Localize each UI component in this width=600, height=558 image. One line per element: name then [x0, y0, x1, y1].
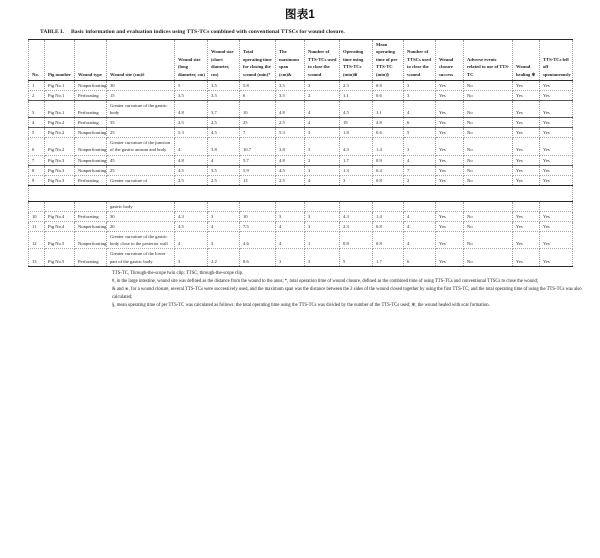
cell-long: 4.5: [175, 165, 208, 175]
cell-n-ttstc: 4: [305, 175, 340, 185]
cell-time-ttstc: 1.1: [340, 90, 373, 100]
table-row: [29, 222, 573, 232]
cell-type: Nonperforating: [75, 222, 107, 232]
cell-pig: Pig No.4: [45, 212, 75, 222]
cell-short: 2.2: [208, 249, 240, 266]
cell-short: 4.5: [208, 128, 240, 138]
cell-n-ttsc: 2: [404, 175, 436, 185]
cell-short: 4: [208, 222, 240, 232]
cell-max-span: 4.8: [276, 155, 305, 165]
cell-n-ttsc: 7: [404, 165, 436, 175]
cell-no: 10: [29, 212, 45, 222]
cell-total-time: 8.6: [240, 249, 276, 266]
cell-mean-time: 0.6: [373, 128, 404, 138]
cell-n-ttstc: 2: [305, 90, 340, 100]
cell-pig: Pig No.1: [45, 90, 75, 100]
cell-no: 4: [29, 118, 45, 128]
cell-healing: Yes: [513, 249, 540, 266]
cell-n-ttstc: 3: [305, 249, 340, 266]
cell-n-ttsc: 5: [404, 128, 436, 138]
cell-max-span: 4: [276, 232, 305, 249]
cell-site: Greater curvature of: [107, 175, 175, 185]
footnote-hash-asterisk: #, in the large intestine, wound site was defined as the distance from the wound to the anus; *, total operation time of wound closure, defined as the combined time of using TTS-TCs and conventional TTSCs to close the wound;: [112, 278, 539, 284]
cell-felloff: Yes: [540, 90, 573, 100]
cell-time-ttstc: 1.3: [340, 165, 373, 175]
col-header-total-operating-time: Total operating time for closing the wound (min)*: [240, 40, 276, 81]
cell-n-ttsc: 4: [404, 155, 436, 165]
col-header-wound-size-long: Wound size (long diameter, cm): [175, 40, 208, 81]
cell-site: Greater curvature of the gastric body: [107, 100, 175, 117]
cell-max-span: 4: [276, 222, 305, 232]
col-header-pig-number: Pig number: [45, 40, 75, 81]
cell-mean-time: 0.4: [373, 165, 404, 175]
footnote-ampersand-note: & and ※, for a wound closure, several TTS-TCs were successively used, and the maximum span was the distance between the 2 sides of the wound closed together by using the first TTS-TC, and the total operating time of using the TTS-TCs was also calculated;: [112, 286, 582, 300]
cell-closure: Yes: [436, 212, 464, 222]
cell-mean-time: 0.9: [373, 155, 404, 165]
cell-felloff: Yes: [540, 165, 573, 175]
table-row: [29, 212, 573, 222]
cell-no: 1: [29, 80, 45, 90]
table-row-continuation: [29, 201, 573, 211]
table-row: [29, 232, 573, 249]
cell-pig: Pig No.2: [45, 128, 75, 138]
cell-closure-cont: [436, 201, 464, 211]
cell-type: Perforating: [75, 118, 107, 128]
cell-closure: Yes: [436, 222, 464, 232]
cell-max-span: 5.3: [276, 128, 305, 138]
cell-no: 11: [29, 222, 45, 232]
page-break-gap: [29, 185, 573, 201]
cell-type: Nonperforating: [75, 138, 107, 155]
cell-n-ttstc: 3: [305, 128, 340, 138]
cell-type: Perforating: [75, 249, 107, 266]
table-row: [29, 80, 573, 90]
cell-felloff: Yes: [540, 222, 573, 232]
table-container: [28, 39, 572, 267]
cell-closure: Yes: [436, 100, 464, 117]
cell-adverse-cont: [464, 201, 513, 211]
cell-time-ttstc: 2.3: [340, 80, 373, 90]
cell-healing: Yes: [513, 90, 540, 100]
cell-healing: Yes: [513, 118, 540, 128]
cell-max-span: 4.8: [276, 100, 305, 117]
col-header-wound-site: Wound site (cm)#: [107, 40, 175, 81]
cell-closure: Yes: [436, 90, 464, 100]
cell-type: Perforating: [75, 212, 107, 222]
col-header-wound-size-short: Wound size (short diameter, cm): [208, 40, 240, 81]
cell-n-ttstc: 4: [305, 118, 340, 128]
cell-closure: Yes: [436, 118, 464, 128]
cell-adverse: No: [464, 100, 513, 117]
cell-adverse: No: [464, 128, 513, 138]
col-header-wound-type: Wound type: [75, 40, 107, 81]
cell-n-ttstc: 1: [305, 232, 340, 249]
cell-felloff: Yes: [540, 118, 573, 128]
cell-long: 3.5: [175, 90, 208, 100]
cell-long: 4.3: [175, 212, 208, 222]
cell-time-ttstc: 3: [340, 175, 373, 185]
cell-short: 3.7: [208, 100, 240, 117]
footnote-abbreviations: TTS-TC, Through-the-scope twin clip; TTSC, through-the-scope clip.: [112, 270, 244, 276]
col-header-maximum-span: The maximum span (cm)&: [276, 40, 305, 81]
cell-long: 4.5: [175, 222, 208, 232]
cell-closure: Yes: [436, 128, 464, 138]
cell-adverse: No: [464, 90, 513, 100]
cell-mean-time: 1.4: [373, 138, 404, 155]
cell-long: 3: [175, 249, 208, 266]
page-break-spacer: [29, 185, 573, 201]
table-row: [29, 165, 573, 175]
table-row: [29, 138, 573, 155]
cell-site: 30: [107, 80, 175, 90]
table-caption: [40, 29, 600, 35]
cell-long: 4.8: [175, 100, 208, 117]
cell-time-ttstc-cont: [340, 201, 373, 211]
cell-max-span: 3: [276, 212, 305, 222]
figure-title: 图表1: [285, 9, 315, 21]
cell-time-ttstc: 4.3: [340, 212, 373, 222]
cell-adverse: No: [464, 165, 513, 175]
cell-site: Greater curvature of the lower part of the gastric body: [107, 249, 175, 266]
header-row: [29, 40, 573, 81]
cell-type: Nonperforating: [75, 80, 107, 90]
cell-pig: Pig No.5: [45, 232, 75, 249]
cell-site: 35: [107, 118, 175, 128]
cell-time-ttstc: 0.8: [340, 232, 373, 249]
cell-mean-time: 0.8: [373, 232, 404, 249]
cell-n-ttsc: 3: [404, 90, 436, 100]
cell-total-time: 13: [240, 175, 276, 185]
cell-closure: Yes: [436, 249, 464, 266]
cell-n-ttsc: 4: [404, 232, 436, 249]
cell-total-time: 4.6: [240, 232, 276, 249]
cell-site: 15: [107, 90, 175, 100]
cell-max-span: 2.5: [276, 118, 305, 128]
cell-total-time: 10: [240, 100, 276, 117]
cell-pig: Pig No.1: [45, 80, 75, 90]
cell-adverse: No: [464, 175, 513, 185]
cell-no: 5: [29, 128, 45, 138]
cell-long: 4.8: [175, 155, 208, 165]
cell-no: 9: [29, 175, 45, 185]
cell-type: Perforating: [75, 100, 107, 117]
cell-pig: Pig No.3: [45, 155, 75, 165]
cell-time-ttstc: 5: [340, 249, 373, 266]
cell-time-ttstc: 1.7: [340, 155, 373, 165]
cell-short: 3: [208, 212, 240, 222]
cell-n-ttsc: 4: [404, 100, 436, 117]
cell-mean-time: 0.8: [373, 80, 404, 90]
cell-site: Greater curvature of the gastric body close to the posterior wall: [107, 232, 175, 249]
cell-pig: Pig No.4: [45, 222, 75, 232]
cell-closure: Yes: [436, 232, 464, 249]
cell-closure: Yes: [436, 175, 464, 185]
table-caption-text: Basic information and evaluation indices using TTS-TCs combined with conventional TTSCs for wound closure.: [71, 29, 345, 35]
cell-type: Nonperforating: [75, 165, 107, 175]
cell-site-continuation: gastric body: [107, 201, 175, 211]
cell-time-ttstc: 4.5: [340, 100, 373, 117]
cell-type: Perforating: [75, 175, 107, 185]
cell-short: 3.5: [208, 90, 240, 100]
cell-mean-time: 0.8: [373, 175, 404, 185]
cell-n-ttsc: 4: [404, 212, 436, 222]
cell-adverse: No: [464, 232, 513, 249]
cell-total-time: 10.7: [240, 138, 276, 155]
col-header-no: No.: [29, 40, 45, 81]
cell-healing: Yes: [513, 100, 540, 117]
cell-short: 3.8: [208, 138, 240, 155]
cell-healing: Yes: [513, 80, 540, 90]
cell-short: 2.5: [208, 118, 240, 128]
cell-felloff: Yes: [540, 80, 573, 90]
cell-long: 4: [175, 138, 208, 155]
cell-site: 25: [107, 128, 175, 138]
cell-max-span: 4.5: [276, 165, 305, 175]
cell-n-ttstc: 3: [305, 165, 340, 175]
cell-felloff: Yes: [540, 138, 573, 155]
cell-long: 5: [175, 80, 208, 90]
cell-max-span: 3: [276, 249, 305, 266]
cell-n-ttsc: 3: [404, 80, 436, 90]
cell-total-time: 7.5: [240, 222, 276, 232]
cell-max-span-cont: [276, 201, 305, 211]
cell-adverse: No: [464, 249, 513, 266]
cell-type-cont: [75, 201, 107, 211]
footnote-section-star: §, mean operating time of per TTS-TC was calculated as follows: the total operating time using the TTS-TCs was divided by the number of the TTS-TCs used; ✻, the wound healed with scar formation.: [112, 302, 490, 308]
cell-felloff: Yes: [540, 212, 573, 222]
cell-n-ttsc-cont: [404, 201, 436, 211]
cell-long: 5.3: [175, 128, 208, 138]
cell-n-ttsc: 3: [404, 138, 436, 155]
cell-no: 6: [29, 138, 45, 155]
cell-site: 20: [107, 222, 175, 232]
cell-type: Nonperforating: [75, 155, 107, 165]
cell-adverse: No: [464, 138, 513, 155]
cell-total-time: 5.8: [240, 80, 276, 90]
col-header-number-ttstc: Number of TTS-TCs used to close the wound: [305, 40, 340, 81]
col-header-adverse-events: Adverse events related to use of TTS-TC: [464, 40, 513, 81]
cell-n-ttsc: 4: [404, 222, 436, 232]
cell-total-time: 25: [240, 118, 276, 128]
table-row: [29, 100, 573, 117]
cell-mean-time: 1.1: [373, 100, 404, 117]
cell-pig: Pig No.2: [45, 118, 75, 128]
cell-closure: Yes: [436, 138, 464, 155]
cell-pig: Pig No.3: [45, 165, 75, 175]
col-header-number-ttsc: Number of TTSCs used to close the wound: [404, 40, 436, 81]
cell-n-ttstc-cont: [305, 201, 340, 211]
cell-n-ttstc: 3: [305, 138, 340, 155]
cell-mean-time-cont: [373, 201, 404, 211]
cell-site: 30: [107, 212, 175, 222]
cell-no: 12: [29, 232, 45, 249]
cell-type: Nonperforating: [75, 232, 107, 249]
cell-healing: Yes: [513, 155, 540, 165]
cell-healing: Yes: [513, 232, 540, 249]
cell-site: Greater curvature of the junction of the gastric antrum and body: [107, 138, 175, 155]
cell-time-ttstc: 1.8: [340, 128, 373, 138]
col-header-wound-healing: Wound healing ✻: [513, 40, 540, 81]
cell-felloff: Yes: [540, 232, 573, 249]
cell-short: 3.5: [208, 80, 240, 90]
cell-total-time-cont: [240, 201, 276, 211]
cell-pig-cont: [45, 201, 75, 211]
cell-no: 7: [29, 155, 45, 165]
cell-adverse: No: [464, 212, 513, 222]
cell-adverse: No: [464, 222, 513, 232]
cell-time-ttstc: 2.3: [340, 222, 373, 232]
cell-no: 8: [29, 165, 45, 175]
cell-n-ttstc: 3: [305, 222, 340, 232]
cell-felloff-cont: [540, 201, 573, 211]
cell-n-ttstc: 2: [305, 155, 340, 165]
cell-max-span: 3.5: [276, 90, 305, 100]
cell-pig: Pig No.1: [45, 100, 75, 117]
cell-type: Perforating: [75, 90, 107, 100]
col-header-mean-operating-time: Mean operating time of per TTS-TC (min)§: [373, 40, 404, 81]
cell-n-ttsc: 6: [404, 118, 436, 128]
cell-total-time: 5.7: [240, 155, 276, 165]
cell-healing: Yes: [513, 175, 540, 185]
cell-n-ttstc: 3: [305, 212, 340, 222]
cell-mean-time: 1.4: [373, 212, 404, 222]
cell-no: 2: [29, 90, 45, 100]
col-header-wound-closure-success: Wound closure success: [436, 40, 464, 81]
cell-mean-time: 0.6: [373, 90, 404, 100]
cell-site: 25: [107, 165, 175, 175]
cell-pig: Pig No.2: [45, 138, 75, 155]
cell-pig: Pig No.3: [45, 175, 75, 185]
cell-short: 4: [208, 155, 240, 165]
cell-felloff: Yes: [540, 100, 573, 117]
cell-adverse: No: [464, 155, 513, 165]
cell-no: 3: [29, 100, 45, 117]
cell-short: 2.5: [208, 175, 240, 185]
cell-long: 4: [175, 232, 208, 249]
cell-adverse: No: [464, 80, 513, 90]
table-caption-label: TABLE I.: [40, 29, 65, 35]
table-row: [29, 175, 573, 185]
table-row: [29, 118, 573, 128]
cell-max-span: 3.5: [276, 80, 305, 90]
cell-type: Nonperforating: [75, 128, 107, 138]
col-header-ttstc-fell-off: TTS-TCs fell off spontaneously: [540, 40, 573, 81]
cell-healing: Yes: [513, 138, 540, 155]
cell-short: 3: [208, 232, 240, 249]
table-body: [29, 80, 573, 266]
cell-healing-cont: [513, 201, 540, 211]
table-header: [29, 40, 573, 81]
cell-healing: Yes: [513, 165, 540, 175]
cell-felloff: Yes: [540, 175, 573, 185]
cell-mean-time: 1.7: [373, 249, 404, 266]
cell-total-time: 6: [240, 90, 276, 100]
cell-site: 45: [107, 155, 175, 165]
cell-adverse: No: [464, 118, 513, 128]
cell-closure: Yes: [436, 80, 464, 90]
cell-max-span: 2.5: [276, 175, 305, 185]
col-header-operating-time-ttstc: Operating time using TTS-TCs (min)※: [340, 40, 373, 81]
cell-healing: Yes: [513, 128, 540, 138]
cell-healing: Yes: [513, 222, 540, 232]
cell-no: 13: [29, 249, 45, 266]
cell-time-ttstc: 19: [340, 118, 373, 128]
cell-long-cont: [175, 201, 208, 211]
cell-closure: Yes: [436, 165, 464, 175]
cell-n-ttstc: 3: [305, 80, 340, 90]
cell-mean-time: 4.8: [373, 118, 404, 128]
cell-total-time: 5.9: [240, 165, 276, 175]
cell-n-ttsc: 6: [404, 249, 436, 266]
cell-felloff: Yes: [540, 249, 573, 266]
table-row: [29, 249, 573, 266]
cell-no-cont: [29, 201, 45, 211]
cell-short-cont: [208, 201, 240, 211]
cell-pig: Pig No.5: [45, 249, 75, 266]
cell-felloff: Yes: [540, 155, 573, 165]
table-row: [29, 90, 573, 100]
cell-max-span: 3.8: [276, 138, 305, 155]
table-row: [29, 155, 573, 165]
cell-long: 2.5: [175, 118, 208, 128]
data-table: [28, 39, 573, 267]
cell-total-time: 7: [240, 128, 276, 138]
cell-long: 2.5: [175, 175, 208, 185]
cell-time-ttstc: 4.3: [340, 138, 373, 155]
cell-closure: Yes: [436, 155, 464, 165]
cell-felloff: Yes: [540, 128, 573, 138]
cell-n-ttstc: 4: [305, 100, 340, 117]
table-footnotes: [112, 270, 594, 310]
cell-mean-time: 0.8: [373, 222, 404, 232]
cell-healing: Yes: [513, 212, 540, 222]
cell-short: 3.5: [208, 165, 240, 175]
table-row: [29, 128, 573, 138]
cell-total-time: 10: [240, 212, 276, 222]
